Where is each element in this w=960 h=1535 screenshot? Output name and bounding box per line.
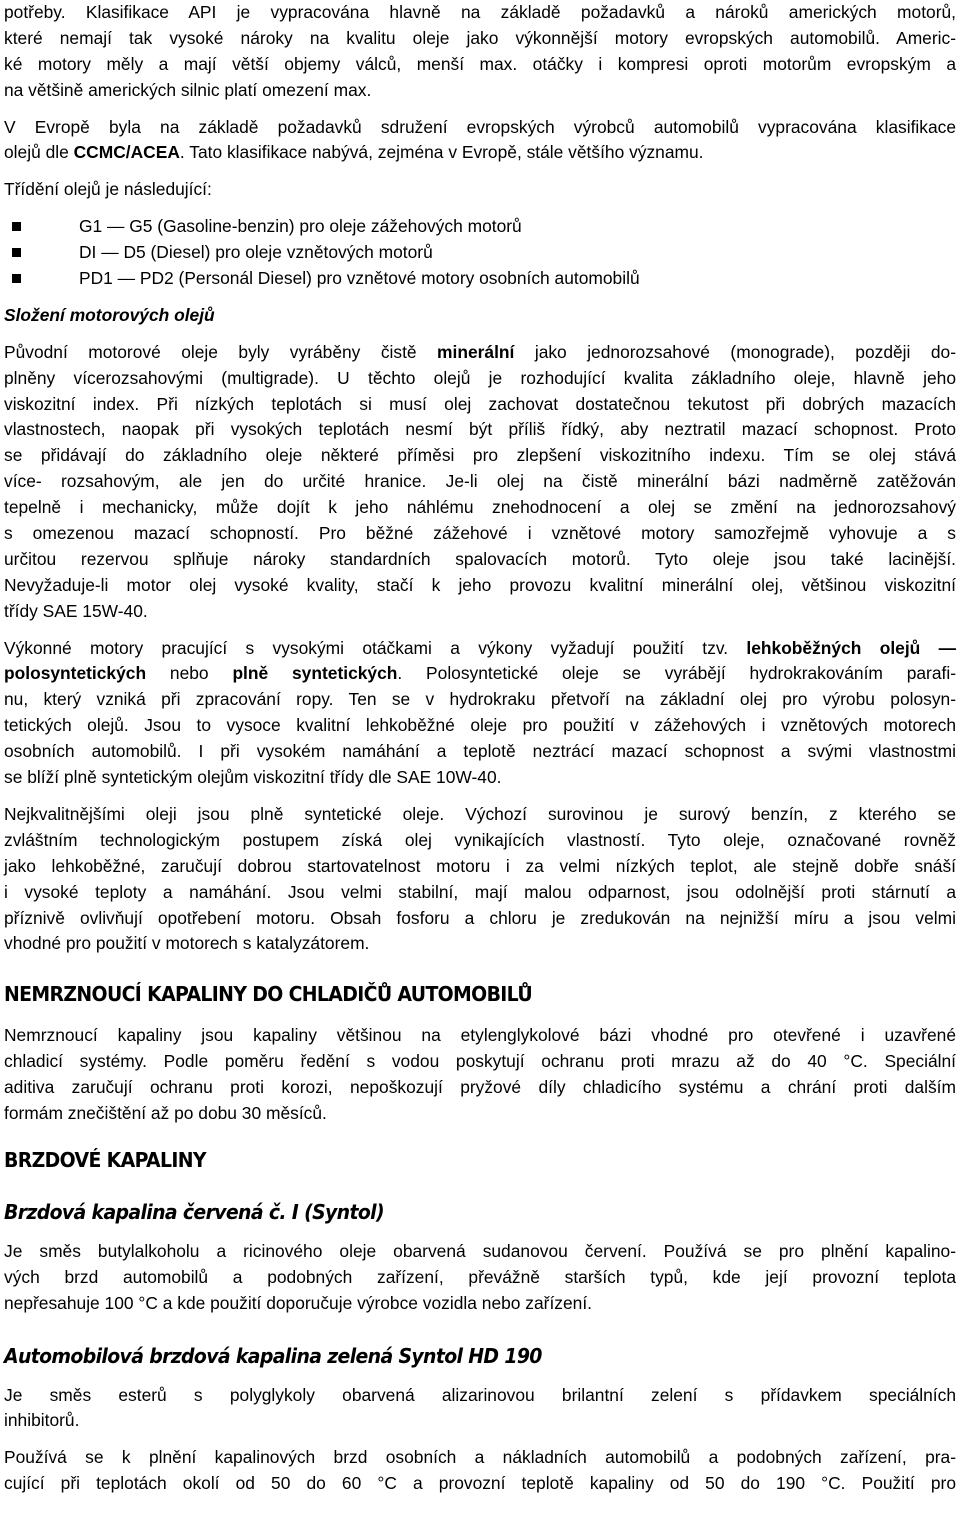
text-line: osobních automobilů. I při vysokém namáhání a teplotě neztrácí mazací schopnost a svými vlastnostmi bbox=[4, 741, 956, 762]
text-span: nebo bbox=[146, 663, 233, 684]
list-item-text: G1 — G5 (Gasoline-benzin) pro oleje zážehových motorů bbox=[79, 216, 522, 237]
text-line: ké motory měly a mají větší objemy válců, menší max. otáčky i kompresi oproti motorům evropským a bbox=[4, 53, 956, 74]
text-line: viskozitní index. Při nízkých teplotách si musí olej zachovat dostatečnou tekutost při dobrých mazacích bbox=[4, 393, 956, 414]
text-line: určitou rezervou splňuje nároky standardních spalovacích motorů. Tyto oleje jsou také lacinější. bbox=[4, 548, 956, 569]
bold-term: plně syntetických bbox=[232, 663, 398, 684]
text-line: zvláštním technologickým postupem získá olej vynikajících vlastností. Tyto oleje, označované rovněž bbox=[4, 829, 956, 850]
section-heading-oils: Složení motorových olejů bbox=[4, 304, 215, 325]
intro-paragraph bbox=[4, 0, 956, 104]
text-line: chladicí systémy. Podle poměru ředění s vodou poskytují ochranu proti mrazu až do 40 °C. Speciální bbox=[4, 1051, 956, 1072]
list-item bbox=[4, 240, 956, 266]
antifreeze-paragraph bbox=[4, 1023, 956, 1127]
list-item-text: PD1 — PD2 (Personál Diesel) pro vznětové motory osobních automobilů bbox=[79, 268, 640, 289]
bold-term: polosyntetických bbox=[4, 663, 147, 684]
text-line bbox=[4, 661, 956, 687]
square-bullet-icon bbox=[12, 248, 21, 257]
bold-term: minerální bbox=[437, 341, 515, 362]
text-line: cující při teplotách okolí od 50 do 60 °C a provozní teplotě kapaliny od 50 do 190 °C. Použití pro bbox=[4, 1473, 956, 1494]
text-line: se přidávají do základního oleje některé příměsi pro zlepšení viskozitního indexu. Tím se olej stává bbox=[4, 445, 956, 466]
subsection-heading-green-brake-fluid: Automobilová brzdová kapalina zelená Syntol HD 190 bbox=[4, 1343, 542, 1368]
red-brake-fluid-paragraph bbox=[4, 1239, 956, 1317]
square-bullet-icon bbox=[12, 222, 21, 231]
bold-term: lehkoběžných olejů — bbox=[746, 637, 956, 658]
text-line: Nemrznoucí kapaliny jsou kapaliny většinou na etylenglykolové bázi vhodné pro otevřené i uzavřené bbox=[4, 1025, 956, 1046]
text-line bbox=[4, 636, 956, 662]
text-line: inhibitorů. bbox=[4, 1410, 80, 1431]
text-span: . Tato klasifikace nabývá, zejména v Evropě, stále většího významu. bbox=[179, 142, 704, 163]
text-line: na většině amerických silnic platí omezení max. bbox=[4, 79, 372, 100]
text-line: aditiva zaručují ochranu proti korozi, nepoškozují pryžové díly chladicího systému a chrání proti dalším bbox=[4, 1077, 956, 1098]
sorting-intro: Třídění olejů je následující: bbox=[4, 179, 212, 200]
text-line: plněny vícerozsahovými (multigrade). U těchto olejů je rozhodující kvalita základního oleje, hlavně jeho bbox=[4, 367, 956, 388]
text-line: formám znečištění až po dobu 30 měsíců. bbox=[4, 1102, 327, 1123]
green-brake-fluid-paragraph bbox=[4, 1383, 956, 1435]
acea-paragraph bbox=[4, 115, 956, 167]
list-item bbox=[4, 214, 956, 240]
text-span: Výkonné motory pracující s vysokými otáčkami a výkony vyžadují použití tzv. bbox=[4, 637, 747, 658]
text-line: Používá se k plnění kapalinových brzd osobních a nákladních automobilů a podobných zařízení, pra- bbox=[4, 1447, 956, 1468]
text-line: vlastnostech, naopak při vysokých teplotách nesmí být příliš řídký, aby neztratil mazací schopnost. Proto bbox=[4, 419, 956, 440]
text-line: jako lehkoběžné, zaručují dobrou startovatelnost motoru i za velmi nízkých teplot, ale stejně dobře snáší bbox=[4, 855, 956, 876]
list-item bbox=[4, 266, 956, 292]
square-bullet-icon bbox=[12, 274, 21, 283]
text-line: třídy SAE 15W-40. bbox=[4, 600, 148, 621]
acea-term: CCMC/ACEA bbox=[73, 142, 180, 163]
text-line: nu, který vzniká při zpracování ropy. Ten se v hydrokraku přetvoří na základní olej pro výrobu polosyn- bbox=[4, 689, 956, 710]
text-span: olejů dle bbox=[4, 142, 74, 163]
text-span: jako jednorozsahové (monograde), později do- bbox=[514, 341, 956, 362]
text-line: i vysoké teploty a namáhání. Jsou velmi stabilní, mají malou odparnost, jsou odolnější proti stárnutí a bbox=[4, 881, 956, 902]
oils-paragraph-2 bbox=[4, 636, 956, 791]
oils-paragraph-1 bbox=[4, 340, 956, 625]
green-brake-fluid-usage-paragraph bbox=[4, 1445, 956, 1497]
text-line: Je směs esterů s polyglykoly obarvená alizarinovou brilantní zelení s přídavkem speciálních bbox=[4, 1384, 956, 1405]
text-line: V Evropě byla na základě požadavků sdružení evropských výrobců automobilů vypracována klasifikace bbox=[4, 116, 956, 137]
text-line: tetických olejů. Jsou to vysoce kvalitní lehkoběžné oleje pro použití v zážehových i vznětových motorech bbox=[4, 715, 956, 736]
document-page bbox=[4, 0, 956, 1497]
text-line: Nevyžaduje-li motor olej vysoké kvality, stačí k jeho provozu kvalitní minerální olej, většinou viskozitní bbox=[4, 574, 956, 595]
text-line: více- rozsahovým, ale jen do určité hranice. Je-li olej na čistě minerální bázi nadměrně zatěžován bbox=[4, 471, 956, 492]
text-span: . Polosyntetické oleje se vyrábějí hydrokrakováním parafi- bbox=[397, 663, 957, 684]
section-heading-brake: BRZDOVÉ KAPALINY bbox=[4, 1147, 206, 1172]
text-line: Je směs butylalkoholu a ricinového oleje obarvená sudanovou červení. Používá se pro plnění kapalino- bbox=[4, 1240, 956, 1261]
text-line bbox=[4, 340, 956, 366]
text-line: s omezenou mazací schopností. Pro běžné zážehové i vznětové motory samozřejmě vyhovuje a s bbox=[4, 523, 956, 544]
text-line: Nejkvalitnějšími oleji jsou plně syntetické oleje. Výchozí surovinou je surový benzín, z kterého se bbox=[4, 803, 956, 824]
text-span: Původní motorové oleje byly vyráběny čistě bbox=[4, 341, 438, 362]
text-line: vých brzd automobilů a podobných zařízení, převážně starších typů, kde její provozní teplota bbox=[4, 1266, 956, 1287]
text-line: vhodné pro použití v motorech s katalyzátorem. bbox=[4, 933, 370, 954]
list-item-text: DI — D5 (Diesel) pro oleje vznětových motorů bbox=[79, 242, 433, 263]
subsection-heading-red-brake-fluid: Brzdová kapalina červená č. I (Syntol) bbox=[4, 1199, 384, 1224]
bullet-list bbox=[4, 214, 956, 292]
text-line: se blíží plně syntetickým olejům viskozitní třídy dle SAE 10W-40. bbox=[4, 767, 502, 788]
text-line bbox=[4, 140, 956, 166]
oils-paragraph-3 bbox=[4, 802, 956, 957]
text-line: potřeby. Klasifikace API je vypracována hlavně na základě požadavků a nároků amerických motorů, bbox=[4, 2, 956, 22]
text-line: nepřesahuje 100 °C a kde použití doporučuje výrobce vozidla nebo zařízení. bbox=[4, 1292, 592, 1313]
section-heading-antifreeze: NEMRZNOUCÍ KAPALINY DO CHLADIČŮ AUTOMOBILŮ bbox=[4, 982, 533, 1007]
text-line: tepelně i mechanicky, může dojít k jeho náhlému znehodnocení a olej se změní na jednorozsahový bbox=[4, 497, 956, 518]
text-line: které nemají tak vysoké nároky na kvalitu oleje jako výkonnější motory evropských automobilů. Americ- bbox=[4, 27, 956, 48]
text-line: příznivě ovlivňují opotřebení motoru. Obsah fosforu a chloru je zredukován na nejnižší míru a jsou velmi bbox=[4, 907, 956, 928]
